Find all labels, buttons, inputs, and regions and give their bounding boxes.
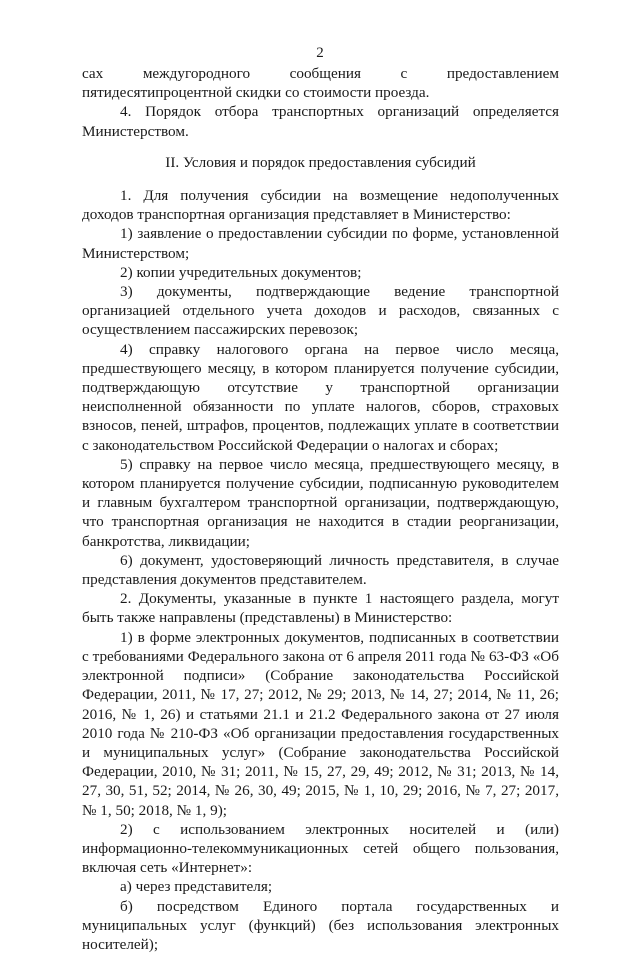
paragraph: б) посредством Единого портала государственных и муниципальных услуг (функций) (без использования электронных носителей); bbox=[82, 897, 559, 953]
paragraph: 2. Документы, указанные в пункте 1 настоящего раздела, могут быть также направлены (представлены) в Министерство: bbox=[82, 590, 559, 627]
paragraph: 3) документы, подтверждающие ведение транспортной организацией отдельного учета доходов и расходов, связанных с осуществлением пассажирских перевозок; bbox=[82, 283, 559, 339]
paragraph: 4) справку налогового органа на первое число месяца, предшествующего месяцу, в котором планируется получение субсидии, подтверждающую отсутствие у транспортной организации неисполненной обязанности по уплате налогов, сборов, страховых взносов, пеней, штрафов, процентов, подлежащих уплате в соответствии с законодательством Российской Федерации о налогах и сборах; bbox=[82, 340, 559, 454]
document-body bbox=[82, 64, 559, 954]
paragraph: 5) справку на первое число месяца, предшествующего месяцу, в котором планируется получение субсидии, подписанную руководителем и главным бухгалтером транспортной организации, подтверждающую, что транспортная организация не находится в стадии реорганизации, банкротства, ликвидации; bbox=[82, 455, 559, 550]
paragraph-item-4: 4. Порядок отбора транспортных организаций определяется Министерством. bbox=[82, 103, 559, 140]
paragraph: 1. Для получения субсидии на возмещение недополученных доходов транспортная организация представляет в Министерство: bbox=[82, 187, 559, 224]
paragraph: 2) с использованием электронных носителей и (или) информационно-телекоммуникационных сетей общего пользования, включая сеть «Интернет»: bbox=[82, 820, 559, 877]
section-heading: II. Условия и порядок предоставления субсидий bbox=[165, 153, 476, 171]
page-number: 2 bbox=[316, 45, 324, 61]
paragraph: а) через представителя; bbox=[120, 878, 273, 896]
paragraph: 2) копии учредительных документов; bbox=[120, 263, 362, 281]
paragraph: 1) заявление о предоставлении субсидии по форме, установленной Министерством; bbox=[82, 225, 559, 262]
paragraph-continuation: сах междугородного сообщения с предоставлением пятидесятипроцентной скидки со стоимости проезда. bbox=[82, 65, 559, 102]
paragraph: 6) документ, удостоверяющий личность представителя, в случае представления документов представителем. bbox=[82, 551, 559, 589]
paragraph: 1) в форме электронных документов, подписанных в соответствии с требованиями Федерального закона от 6 апреля 2011 года № 63-ФЗ «Об электронной подписи» (Собрание законодательства Российской Федерации, 2011, № 17, 27; 2012, № 29; 2013, № 14, 27; 2014, № 11, 26; 2016, № 1, 26) и статьями 21.1 и 21.2 Федерального закона от 27 июля 2010 года № 210-ФЗ «Об организации предоставления государственных и муниципальных услуг» (Собрание законодательства Российской Федерации, 2010, № 31; 2011, № 15, 27, 29, 49; 2012, № 31; 2013, № 14, 27, 30, 51, 52; 2014, № 26, 30, 49; 2015, № 1, 10, 29; 2016, № 7, 27; 2017, № 1, 50; 2018, № 1, 9); bbox=[82, 628, 559, 819]
